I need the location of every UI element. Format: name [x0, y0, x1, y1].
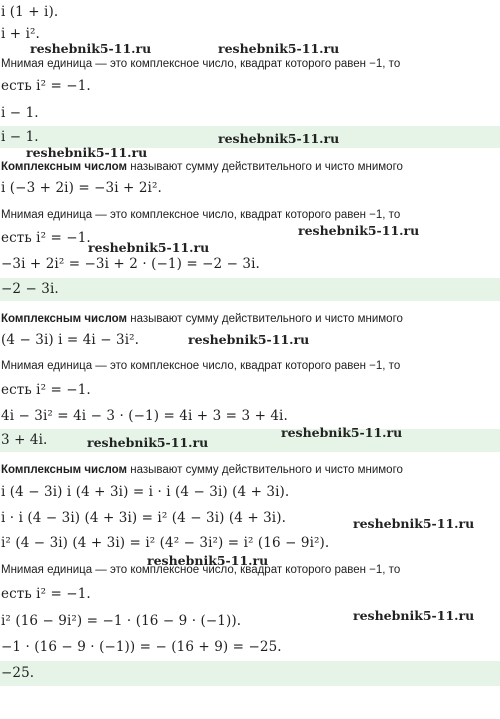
expr-line: −1 · (16 − 9 · (−1)) = − (16 + 9) = −25.: [1, 639, 282, 655]
expr-line: i · i (4 − 3i) (4 + 3i) = i² (4 − 3i) (4 + 3i).: [1, 510, 286, 526]
definition-rest: называют сумму действительного и чисто мнимого: [127, 161, 403, 173]
term-bold: Комплексным числом: [1, 313, 128, 325]
definition-line: [0, 310, 500, 328]
watermark: reshebnik5-11.ru: [147, 553, 269, 568]
definition-line: Мнимая единица — это комплексное число, квадрат которого равен −1, то: [1, 564, 401, 576]
definition-line: есть i² = −1.: [1, 382, 91, 398]
watermark: reshebnik5-11.ru: [281, 425, 403, 440]
definition-line: есть i² = −1.: [1, 78, 91, 94]
watermark: reshebnik5-11.ru: [218, 131, 340, 146]
definition-line: [0, 158, 500, 176]
expr-line: i + i².: [1, 26, 40, 42]
definition-line: есть i² = −1.: [1, 230, 91, 246]
watermark: reshebnik5-11.ru: [353, 516, 475, 531]
definition-line: есть i² = −1.: [1, 586, 91, 602]
watermark: reshebnik5-11.ru: [298, 223, 420, 238]
term-bold: Комплексным числом: [1, 464, 128, 476]
definition-rest: называют сумму действительного и чисто мнимого: [127, 464, 403, 476]
watermark: reshebnik5-11.ru: [218, 41, 340, 56]
watermark: reshebnik5-11.ru: [30, 41, 152, 56]
definition-rest: называют сумму действительного и чисто мнимого: [127, 313, 403, 325]
expr-line: i² (4 − 3i) (4 + 3i) = i² (4² − 3i²) = i² (16 − 9i²).: [1, 535, 330, 551]
watermark: reshebnik5-11.ru: [353, 608, 475, 623]
watermark: reshebnik5-11.ru: [88, 240, 210, 255]
answer-line: −2 − 3i.: [0, 278, 500, 301]
watermark: reshebnik5-11.ru: [26, 145, 148, 160]
expr-line: i² (16 − 9i²) = −1 · (16 − 9 · (−1)).: [1, 613, 242, 629]
expr-line: (4 − 3i) i = 4i − 3i².: [1, 332, 140, 348]
answer-line: i − 1.: [0, 126, 500, 148]
answer-line: −25.: [0, 661, 500, 686]
expr-line: i (1 + i).: [1, 4, 59, 20]
expr-line: i (4 − 3i) i (4 + 3i) = i · i (4 − 3i) (4 + 3i).: [1, 484, 290, 500]
watermark: reshebnik5-11.ru: [188, 332, 310, 347]
expr-line: −3i + 2i² = −3i + 2 · (−1) = −2 − 3i.: [1, 256, 260, 272]
definition-line: Мнимая единица — это комплексное число, квадрат которого равен −1, то: [1, 360, 401, 372]
expr-line: i (−3 + 2i) = −3i + 2i².: [1, 180, 162, 196]
term-bold: Комплексным числом: [1, 161, 128, 173]
answer-line: 3 + 4i.: [0, 429, 500, 452]
watermark: reshebnik5-11.ru: [87, 435, 209, 450]
definition-line: Мнимая единица — это комплексное число, квадрат которого равен −1, то: [1, 209, 401, 221]
expr-line: i − 1.: [1, 105, 39, 121]
definition-line: Мнимая единица — это комплексное число, квадрат которого равен −1, то: [1, 58, 401, 70]
expr-line: 4i − 3i² = 4i − 3 · (−1) = 4i + 3 = 3 + 4i.: [1, 408, 288, 424]
definition-line: [0, 461, 500, 479]
